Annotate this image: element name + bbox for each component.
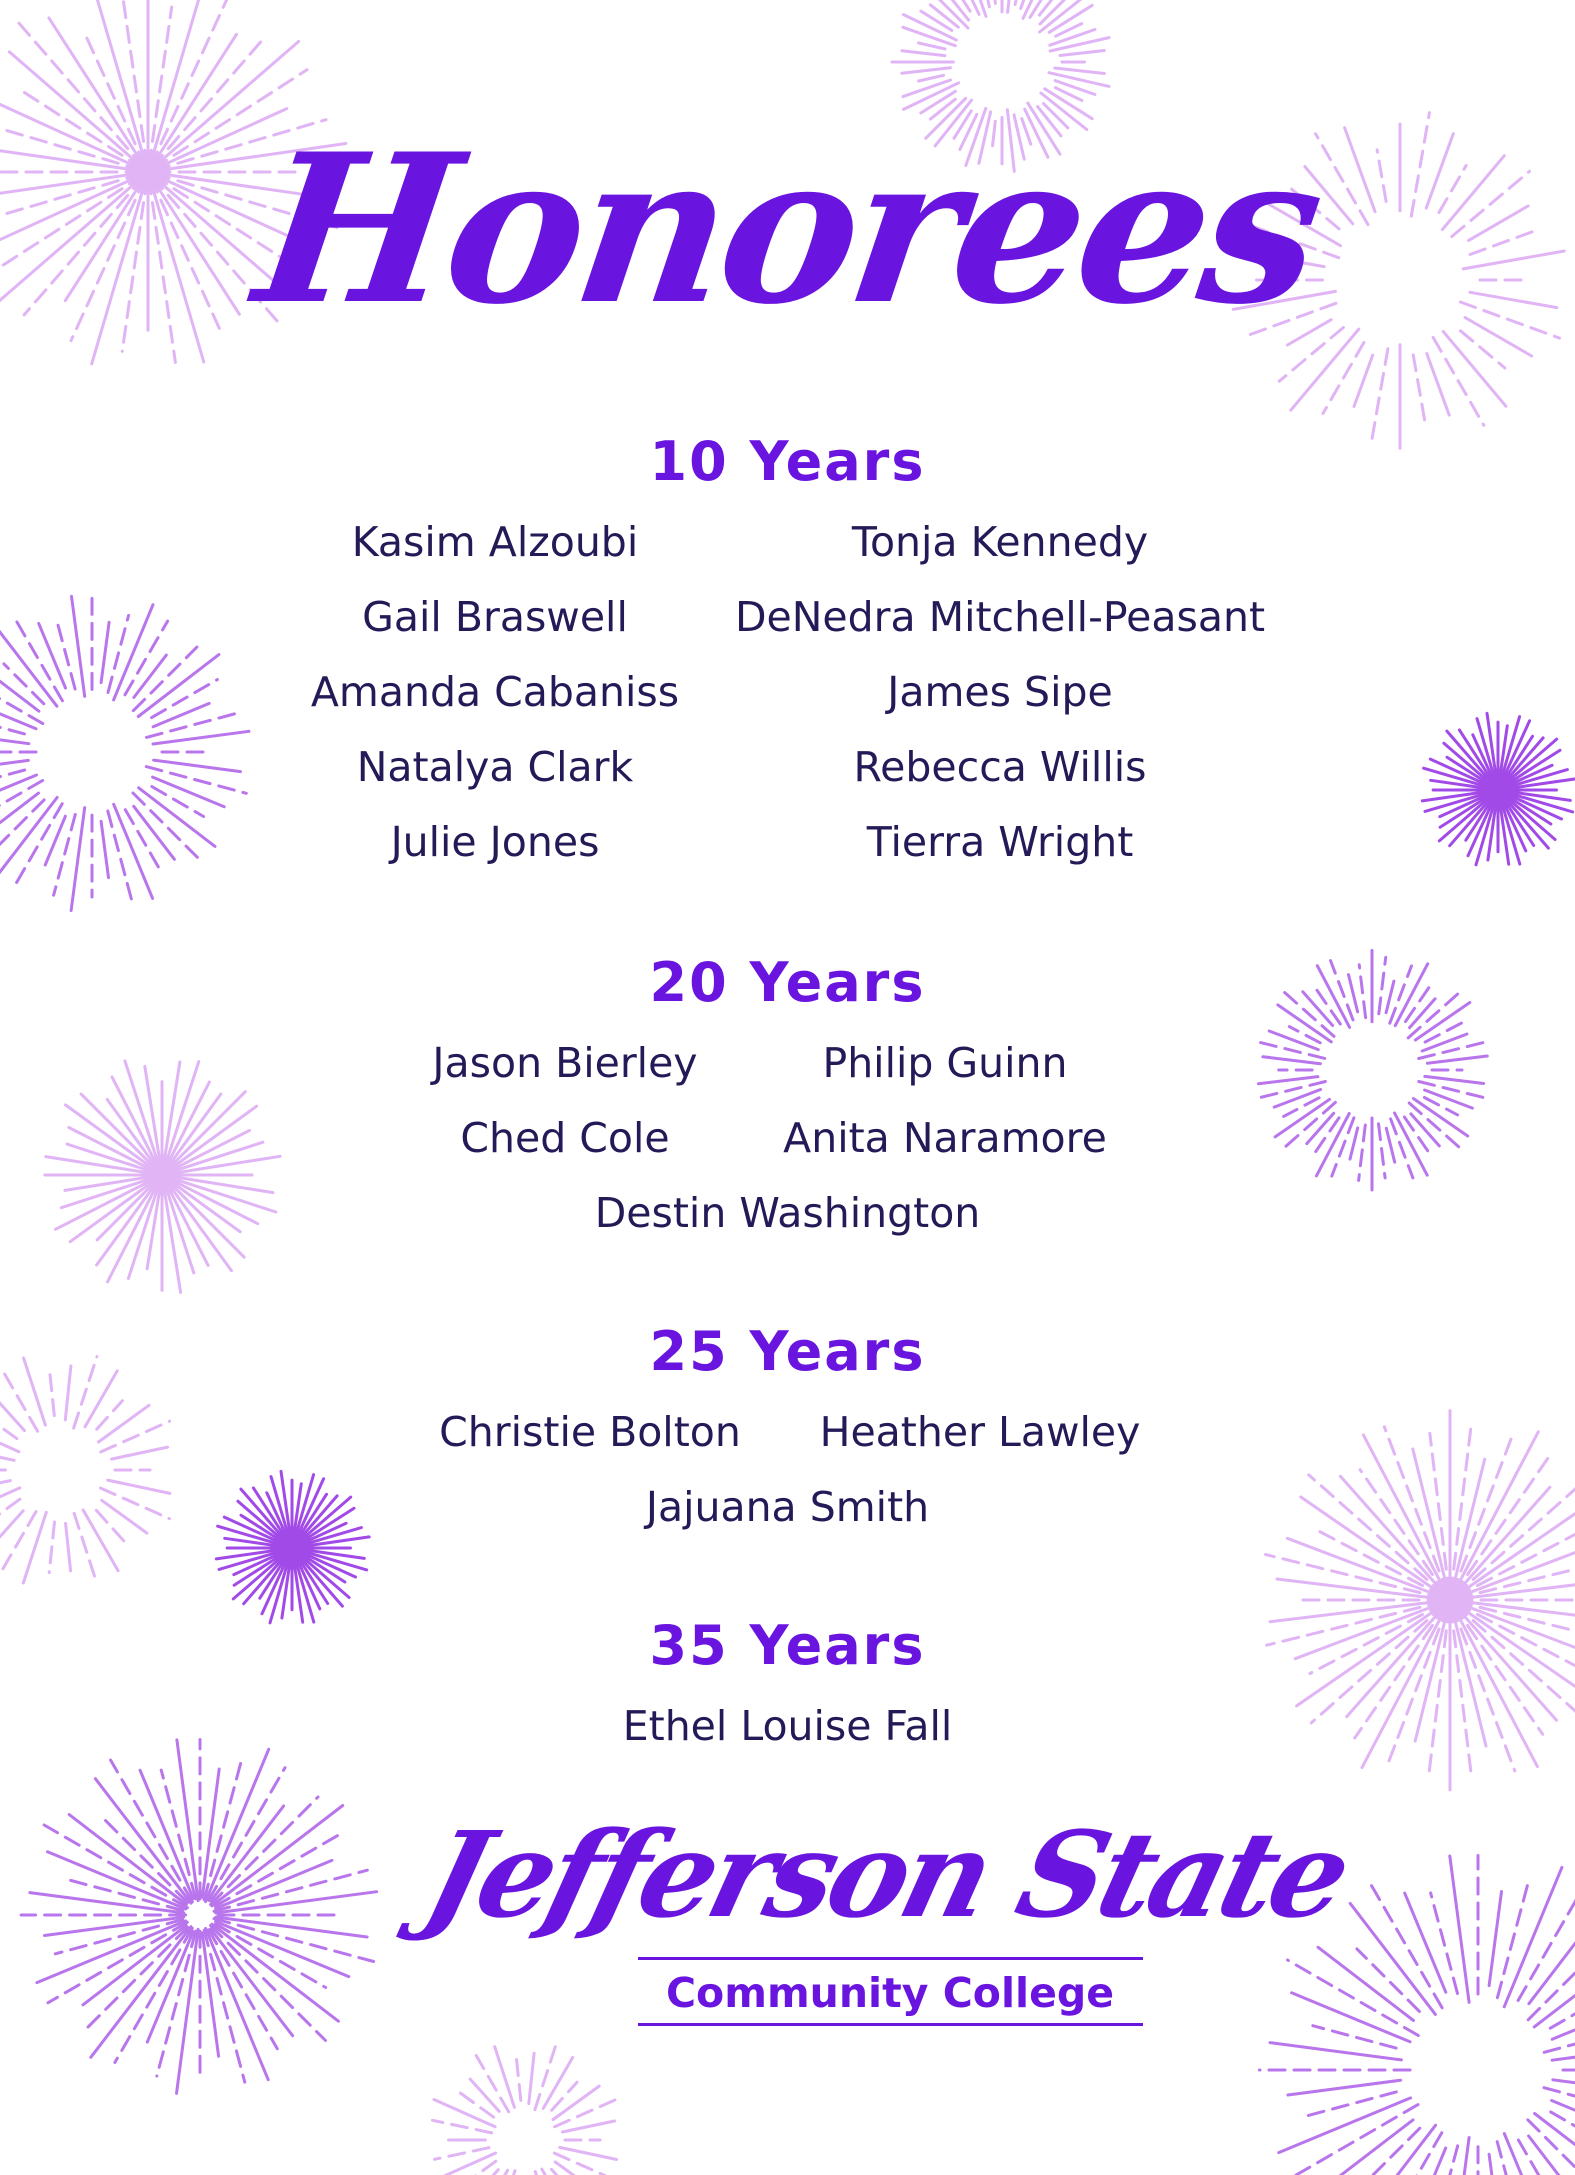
starburst-ray bbox=[30, 1893, 184, 1913]
starburst-ray bbox=[1060, 51, 1104, 56]
starburst-ray bbox=[95, 1779, 191, 1904]
starburst-ray bbox=[926, 0, 968, 28]
starburst-ray bbox=[0, 663, 39, 711]
starburst-ray bbox=[535, 2046, 556, 2110]
section-heading-25-years: 25 Years bbox=[649, 1320, 926, 1383]
starburst-ray bbox=[108, 811, 132, 901]
starburst-ray bbox=[434, 2148, 489, 2160]
logo-script-wordmark: Jefferson State bbox=[412, 1805, 1360, 1944]
starburst-ray bbox=[216, 1892, 377, 1913]
starburst-ray bbox=[454, 2088, 494, 2117]
starburst-icon bbox=[433, 2046, 617, 2175]
starburst-ray bbox=[115, 1928, 192, 2062]
starburst-ray bbox=[529, 2053, 534, 2103]
starburst-ray bbox=[101, 622, 109, 682]
starburst-ray bbox=[1427, 1056, 1487, 1063]
starburst-ray bbox=[58, 623, 76, 689]
starburst-ray bbox=[91, 1927, 191, 2058]
starburst-ray bbox=[1055, 68, 1105, 74]
honoree-name: Ethel Louise Fall bbox=[622, 1702, 953, 1750]
starburst-ray bbox=[111, 1760, 193, 1902]
honoree-name: Tonja Kennedy bbox=[851, 518, 1149, 566]
starburst-ray bbox=[1263, 1057, 1321, 1064]
starburst-icon bbox=[1422, 713, 1575, 865]
starburst-ray bbox=[1274, 1090, 1320, 1108]
starburst-center bbox=[153, 1166, 171, 1184]
starburst-ray bbox=[1414, 2148, 1446, 2175]
starburst-ray bbox=[1050, 38, 1109, 51]
starburst-ray bbox=[101, 1816, 188, 1903]
starburst-ray bbox=[1301, 2092, 1396, 2118]
starburst-ray bbox=[1372, 349, 1388, 441]
honoree-name: Rebecca Willis bbox=[853, 743, 1147, 791]
starburst-ray bbox=[562, 2121, 614, 2132]
starburst-ray bbox=[903, 80, 951, 97]
honoree-name: Amanda Cabaniss bbox=[310, 668, 680, 716]
honoree-name: Philip Guinn bbox=[822, 1039, 1068, 1087]
section-heading-20-years: 20 Years bbox=[649, 951, 926, 1014]
starburst-ray bbox=[212, 1924, 338, 2021]
starburst-ray bbox=[1288, 2080, 1401, 2095]
starburst-ray bbox=[1544, 2015, 1575, 2052]
starburst-ray bbox=[921, 11, 952, 30]
starburst-ray bbox=[0, 798, 57, 879]
starburst-ray bbox=[434, 2153, 496, 2175]
starburst-ray bbox=[919, 75, 944, 81]
starburst-ray bbox=[81, 1094, 158, 1171]
starburst-ray bbox=[1049, 73, 1109, 87]
starburst-ray bbox=[177, 1740, 198, 1901]
starburst-ray bbox=[1292, 1993, 1410, 2042]
starburst-ray bbox=[44, 1825, 187, 1908]
starburst-ray bbox=[1489, 1892, 1501, 1986]
starburst-ray bbox=[112, 1447, 168, 1459]
honoree-name: Natalya Clark bbox=[356, 743, 634, 791]
honoree-name: Jajuana Smith bbox=[645, 1483, 930, 1531]
starburst-ray bbox=[1413, 355, 1425, 424]
starburst-ray bbox=[101, 821, 108, 877]
starburst-ray bbox=[919, 43, 946, 49]
starburst-ray bbox=[0, 696, 36, 729]
section-heading-35-years: 35 Years bbox=[649, 1614, 926, 1677]
starburst-icon bbox=[0, 596, 249, 911]
honoree-name: James Sipe bbox=[887, 668, 1113, 716]
honoree-name: Kasim Alzoubi bbox=[351, 518, 639, 566]
honoree-name: Heather Lawley bbox=[819, 1408, 1141, 1456]
starburst-ray bbox=[1422, 1034, 1467, 1051]
starburst-ray bbox=[1535, 2114, 1575, 2175]
starburst-ray bbox=[108, 615, 129, 692]
honoree-name: Gail Braswell bbox=[362, 593, 628, 641]
starburst-ray bbox=[1313, 2026, 1396, 2048]
starburst-ray bbox=[152, 787, 204, 817]
starburst-ray bbox=[212, 1806, 343, 1906]
starburst-ray bbox=[1497, 1882, 1528, 1998]
starburst-ray bbox=[1359, 1125, 1366, 1180]
starburst-ray bbox=[54, 814, 76, 895]
honoree-name: DeNedra Mitchell-Peasant bbox=[734, 593, 1266, 641]
starburst-icon bbox=[21, 1740, 377, 2094]
starburst-ray bbox=[216, 1917, 367, 1937]
starburst-ray bbox=[1456, 1578, 1575, 1600]
honoree-name: Jason Bierley bbox=[432, 1039, 698, 1087]
starburst-center bbox=[1441, 1591, 1459, 1609]
honoree-name: Ched Cole bbox=[460, 1114, 670, 1162]
starburst-ray bbox=[543, 2057, 573, 2108]
starburst-ray bbox=[470, 2079, 499, 2111]
starburst-center bbox=[1489, 781, 1507, 799]
starburst-ray bbox=[1425, 1076, 1484, 1083]
starburst-ray bbox=[1431, 1893, 1458, 1994]
starburst-ray bbox=[154, 760, 241, 772]
starburst-ray bbox=[97, 1401, 123, 1430]
starburst-ray bbox=[1386, 1128, 1394, 1162]
starburst-icon bbox=[45, 1061, 280, 1293]
starburst-ray bbox=[99, 1405, 150, 1442]
starburst-ray bbox=[177, 1929, 199, 2093]
logo-subtitle: Community College bbox=[665, 1969, 1115, 2017]
starburst-ray bbox=[1425, 1090, 1473, 1108]
starburst-icon bbox=[0, 1357, 170, 1583]
starburst-ray bbox=[1307, 1113, 1334, 1143]
starburst-ray bbox=[1350, 1128, 1358, 1159]
starburst-ray bbox=[1379, 1124, 1386, 1178]
starburst-ray bbox=[1258, 1077, 1318, 1084]
honoree-name: Tierra Wright bbox=[866, 818, 1134, 866]
honoree-name: Julie Jones bbox=[390, 818, 600, 866]
starburst-center bbox=[283, 1539, 301, 1557]
starburst-icon bbox=[1259, 1856, 1575, 2175]
starburst-ray bbox=[1456, 1543, 1575, 1598]
starburst-ray bbox=[69, 1815, 186, 1905]
section-heading-10-years: 10 Years bbox=[649, 430, 926, 493]
starburst-ray bbox=[45, 1917, 184, 1935]
honoree-name: Destin Washington bbox=[594, 1189, 981, 1237]
starburst-ray bbox=[101, 1421, 170, 1452]
starburst-ray bbox=[1489, 2154, 1501, 2175]
starburst-ray bbox=[1354, 355, 1373, 406]
starburst-ray bbox=[1427, 354, 1449, 416]
starburst-ray bbox=[153, 731, 249, 744]
starburst-ray bbox=[1411, 1114, 1439, 1146]
starburst-ray bbox=[134, 655, 166, 697]
starburst-ray bbox=[495, 2047, 515, 2108]
starburst-ray bbox=[166, 1092, 245, 1171]
starburst-ray bbox=[902, 68, 951, 74]
honoree-name: Christie Bolton bbox=[439, 1408, 741, 1456]
honoree-name: Anita Naramore bbox=[783, 1114, 1107, 1162]
starburst-ray bbox=[902, 51, 945, 56]
starburst-ray bbox=[48, 1922, 187, 2003]
starburst-ray bbox=[1008, 0, 1015, 12]
starburst-ray bbox=[993, 0, 996, 3]
starburst-ray bbox=[45, 816, 65, 865]
starburst-ray bbox=[83, 1926, 186, 2005]
page-title: Honorees bbox=[244, 110, 1331, 350]
starburst-ray bbox=[1552, 2101, 1575, 2146]
starburst-ray bbox=[516, 2057, 521, 2100]
